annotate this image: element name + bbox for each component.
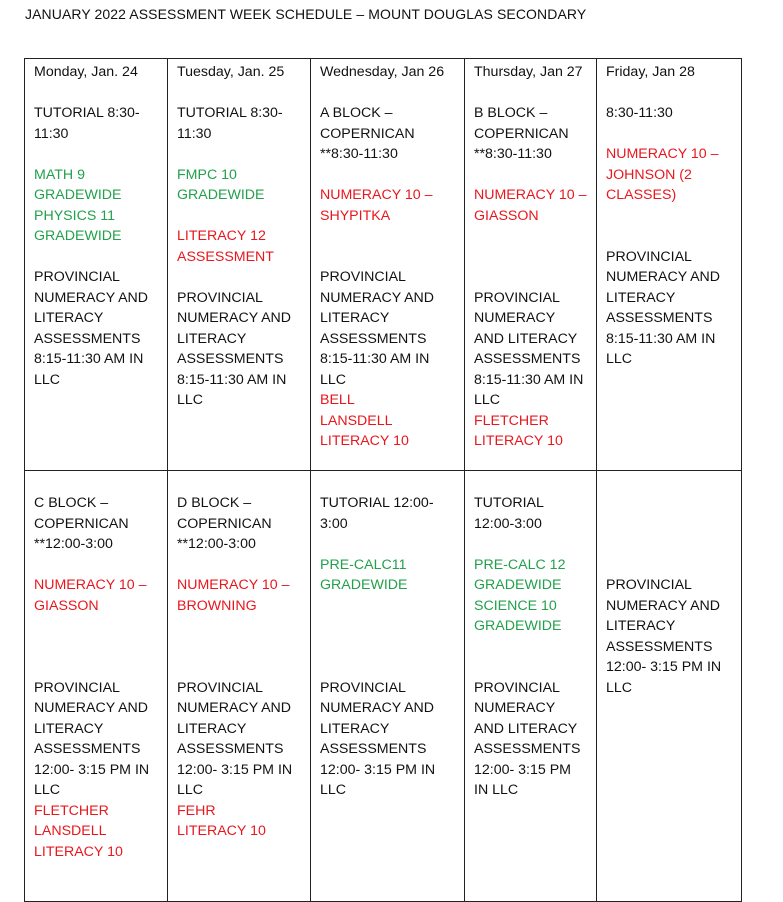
cell-friday-pm	[597, 471, 742, 902]
assessment-red: NUMERACY 10 – BROWNING	[177, 577, 290, 614]
cell-wednesday-pm	[311, 471, 465, 902]
cell-friday-am	[597, 59, 742, 471]
provincial-red: LITERACY 10	[320, 433, 409, 449]
provincial-note: PROVINCIAL NUMERACY AND LITERACY ASSESSMENTS 8:15-11:30 AM IN LLC	[606, 248, 721, 367]
assessment-green: PHYSICS 11 GRADEWIDE	[34, 207, 122, 244]
provincial-red: LITERACY 10	[34, 843, 123, 860]
day-header: Wednesday, Jan 26	[320, 64, 445, 80]
afternoon-row	[25, 471, 742, 902]
session-label: TUTORIAL 8:30-11:30	[177, 105, 283, 142]
assessment-red: NUMERACY 10 – SHYPITKA	[320, 187, 433, 224]
cell-tuesday-am	[168, 59, 311, 471]
cell-monday-pm	[25, 471, 168, 902]
session-label: 8:30-11:30	[606, 105, 673, 121]
session-label: TUTORIAL 12:00-3:00	[320, 495, 434, 532]
page-title: JANUARY 2022 ASSESSMENT WEEK SCHEDULE – MOUNT DOUGLAS SECONDARY	[25, 6, 587, 22]
provincial-note: PROVINCIAL NUMERACY AND LITERACY ASSESSMENTS 12:00- 3:15 PM IN LLC	[320, 679, 436, 798]
provincial-note: PROVINCIAL NUMERACY AND LITERACY ASSESSMENTS 8:15-11:30 AM IN LLC	[320, 269, 435, 388]
provincial-note: PROVINCIAL NUMERACY AND LITERACY ASSESSMENTS 8:15-11:30 AM IN LLC	[34, 269, 149, 388]
assessment-green: PRE-CALC11 GRADEWIDE	[320, 556, 408, 593]
day-header: Tuesday, Jan. 25	[177, 64, 285, 80]
assessment-green: SCIENCE 10 GRADEWIDE	[474, 597, 562, 634]
provincial-red: FLETCHER	[34, 802, 109, 819]
cell-wednesday-am	[311, 59, 465, 471]
session-label: C BLOCK – COPERNICAN **12:00-3:00	[34, 495, 129, 552]
provincial-red: BELL	[320, 392, 355, 408]
provincial-red: LANSDELL	[320, 412, 393, 429]
provincial-note: PROVINCIAL NUMERACY AND LITERACY ASSESSMENTS 8:15-11:30 AM IN LLC	[474, 289, 584, 408]
session-label: TUTORIAL 8:30-11:30	[34, 105, 140, 142]
cell-tuesday-pm	[168, 471, 311, 902]
provincial-red: LITERACY 10	[474, 433, 563, 449]
assessment-red: NUMERACY 10 – JOHNSON (2 CLASSES)	[606, 146, 719, 203]
provincial-red: FEHR	[177, 802, 216, 819]
cell-monday-am	[25, 59, 168, 471]
session-label: D BLOCK – COPERNICAN **12:00-3:00	[177, 495, 272, 552]
provincial-note: PROVINCIAL NUMERACY AND LITERACY ASSESSMENTS 8:15-11:30 AM IN LLC	[177, 289, 292, 408]
provincial-note: PROVINCIAL NUMERACY AND LITERACY ASSESSMENTS 12:00- 3:15 PM IN LLC	[177, 679, 293, 798]
assessment-green: MATH 9 GRADEWIDE	[34, 166, 122, 203]
provincial-red: LANSDELL	[34, 823, 107, 839]
assessment-red: NUMERACY 10 – GIASSON	[474, 187, 587, 224]
day-header: Monday, Jan. 24	[34, 64, 138, 80]
assessment-green: FMPC 10 GRADEWIDE	[177, 166, 265, 203]
assessment-green: PRE-CALC 12 GRADEWIDE	[474, 556, 566, 593]
cell-thursday-am	[465, 59, 597, 471]
provincial-note: PROVINCIAL NUMERACY AND LITERACY ASSESSMENTS 12:00- 3:15 PM IN LLC	[606, 577, 722, 696]
assessment-red: LITERACY 12 ASSESSMENT	[177, 228, 274, 265]
cell-thursday-pm	[465, 471, 597, 902]
provincial-note: PROVINCIAL NUMERACY AND LITERACY ASSESSMENTS 12:00- 3:15 PM IN LLC	[474, 679, 581, 798]
schedule-table	[24, 58, 742, 902]
day-header: Friday, Jan 28	[606, 64, 695, 80]
morning-row	[25, 59, 742, 471]
session-label: A BLOCK – COPERNICAN **8:30-11:30	[320, 105, 415, 162]
provincial-red: LITERACY 10	[177, 823, 266, 839]
provincial-red: FLETCHER	[474, 412, 549, 429]
provincial-note: PROVINCIAL NUMERACY AND LITERACY ASSESSMENTS 12:00- 3:15 PM IN LLC	[34, 679, 150, 798]
day-header: Thursday, Jan 27	[474, 64, 583, 80]
session-label: B BLOCK – COPERNICAN **8:30-11:30	[474, 105, 569, 162]
session-label: TUTORIAL 12:00-3:00	[474, 495, 544, 532]
assessment-red: NUMERACY 10 – GIASSON	[34, 577, 147, 614]
